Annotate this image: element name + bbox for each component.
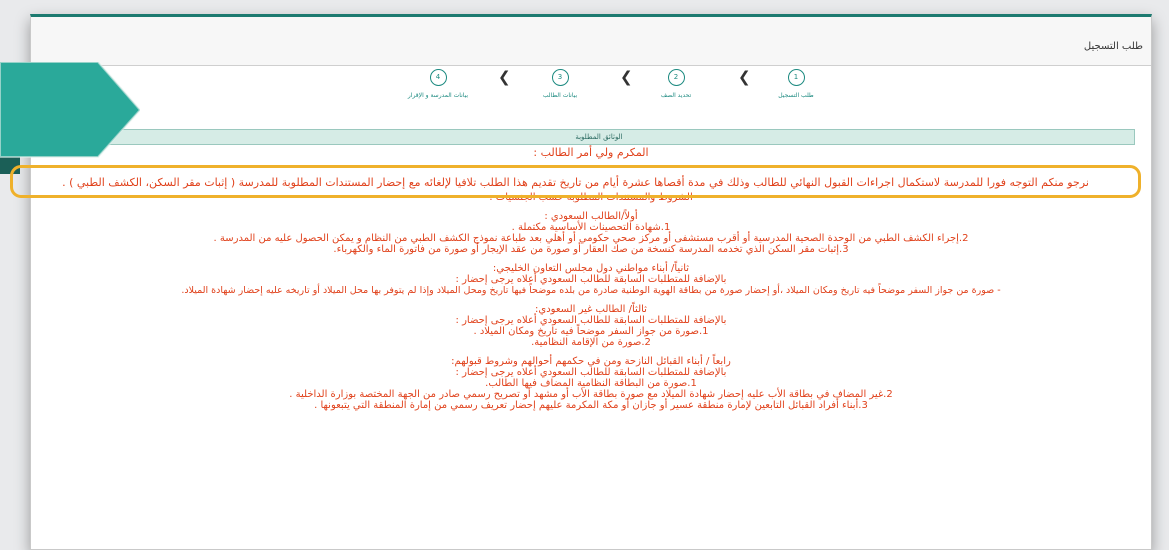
gcc-intro: بالإضافة للمتطلبات السابقة للطالب السعودي أعلاه يرجى إحضار : bbox=[455, 274, 727, 285]
highlight-box bbox=[10, 165, 1141, 198]
step-4-number: 4 bbox=[430, 69, 447, 86]
saudi-item-1: 1.شهادة التحصينات الأساسية مكتملة . bbox=[511, 222, 671, 233]
conditions-title: الشروط والمستندات المطلوبة حسب الجنسيات : bbox=[489, 192, 693, 203]
step-2[interactable] bbox=[631, 69, 721, 99]
page-header bbox=[31, 17, 1151, 66]
saudi-item-2: 2.إجراء الكشف الطبي من الوحدة الصحية المدرسية أو أقرب مستشفى أو مركز صحي حكومي أو أهلي بعد طباعة نموذج الكشف الطبي من النظام و يمكن الحصول عليه من المدرسة . bbox=[213, 233, 969, 244]
tribes-intro: بالإضافة للمتطلبات السابقة للطالب السعودي أعلاه يرجى إحضار : bbox=[455, 367, 727, 378]
non-saudi-intro: بالإضافة للمتطلبات السابقة للطالب السعودي أعلاه يرجى إحضار : bbox=[455, 315, 727, 326]
step-1[interactable] bbox=[751, 69, 841, 99]
registration-stepper bbox=[371, 69, 841, 109]
chevron-left-icon: ❮ bbox=[620, 68, 633, 86]
gcc-item: - صورة من جواز السفر موضحاً فيه تاريخ ومكان الميلاد ،أو إحضار صورة من بطاقة الهوية الوطنية صادرة من بلده موضحاً فيها تاريخ ومحل الميلاد وإذا لم يتوفر بها محل الميلاد أو تاريخه عليه إحضار شهادة الميلاد. bbox=[181, 285, 1001, 296]
section-tribes-title: رابعاً / أبناء القبائل النازحة ومن في حكمهم أحوالهم وشروط قبولهم: bbox=[451, 356, 731, 367]
browser-frame bbox=[30, 14, 1152, 550]
section-non-saudi-title: ثالثاً/ الطالب غير السعودي: bbox=[535, 304, 647, 315]
step-4-label: بيانات المدرسة و الإقرار bbox=[407, 92, 469, 99]
tribes-item-2: 2.غير المضاف في بطاقة الأب عليه إحضار شهادة الميلاد مع صورة بطاقة الأب أو مشهد أو تصريح رسمي صادر من الجهة المختصة بوزارة الداخلية . bbox=[289, 389, 893, 400]
required-documents-header: الوثائق المطلوبة bbox=[63, 129, 1135, 145]
section-gcc-title: ثانياً/ أبناء مواطني دول مجلس التعاون الخليجي: bbox=[492, 263, 690, 274]
step-4[interactable] bbox=[393, 69, 483, 99]
highlight-notice-text: نرجو منكم التوجه فورا للمدرسة لاستكمال اجراءات القبول النهائي للطالب وذلك في مدة أقصاها عشرة أيام من تاريخ تقديم هذا الطلب تلافيا لإلغائه مع إحضار المستندات المطلوبة للمدرسة ( إثبات مقر السكن، الكشف الطبي ) . bbox=[62, 176, 1089, 189]
step-2-number: 2 bbox=[668, 69, 685, 86]
step-1-label: طلب التسجيل bbox=[778, 92, 814, 99]
page-title: طلب التسجيل bbox=[1083, 41, 1143, 52]
step-1-number: 1 bbox=[788, 69, 805, 86]
non-saudi-item-1: 1.صورة من جواز السفر موضحاً فيه تاريخ ومكان الميلاد . bbox=[473, 326, 709, 337]
non-saudi-item-2: 2.صورة من الإقامة النظامية. bbox=[531, 337, 651, 348]
chevron-left-icon: ❮ bbox=[498, 68, 511, 86]
step-3[interactable] bbox=[515, 69, 605, 99]
saudi-item-3: 3.إثبات مقر السكن الذي تخدمه المدرسة كنسخة من صك العقار أو صورة من عقد الإيجار أو صورة من فاتورة الماء والكهرباء. bbox=[333, 244, 849, 255]
greeting: المكرم ولي أمر الطالب : bbox=[533, 146, 649, 159]
step-3-number: 3 bbox=[552, 69, 569, 86]
step-2-label: تحديد الصف bbox=[660, 92, 692, 99]
tribes-item-3: 3.أبناء أفراد القبائل التابعين لإمارة منطقة عسير أو جازان أو مكة المكرمة عليهم إحضار تعريف رسمي من إمارة المنطقة التي يتبعونها . bbox=[314, 400, 868, 411]
tribes-item-1: 1.صورة من البطاقة النظامية المضاف فيها الطالب. bbox=[485, 378, 697, 389]
chevron-left-icon: ❮ bbox=[738, 68, 751, 86]
section-saudi-title: أولاً/الطالب السعودي : bbox=[544, 211, 638, 222]
step-3-label: بيانات الطالب bbox=[542, 92, 578, 99]
